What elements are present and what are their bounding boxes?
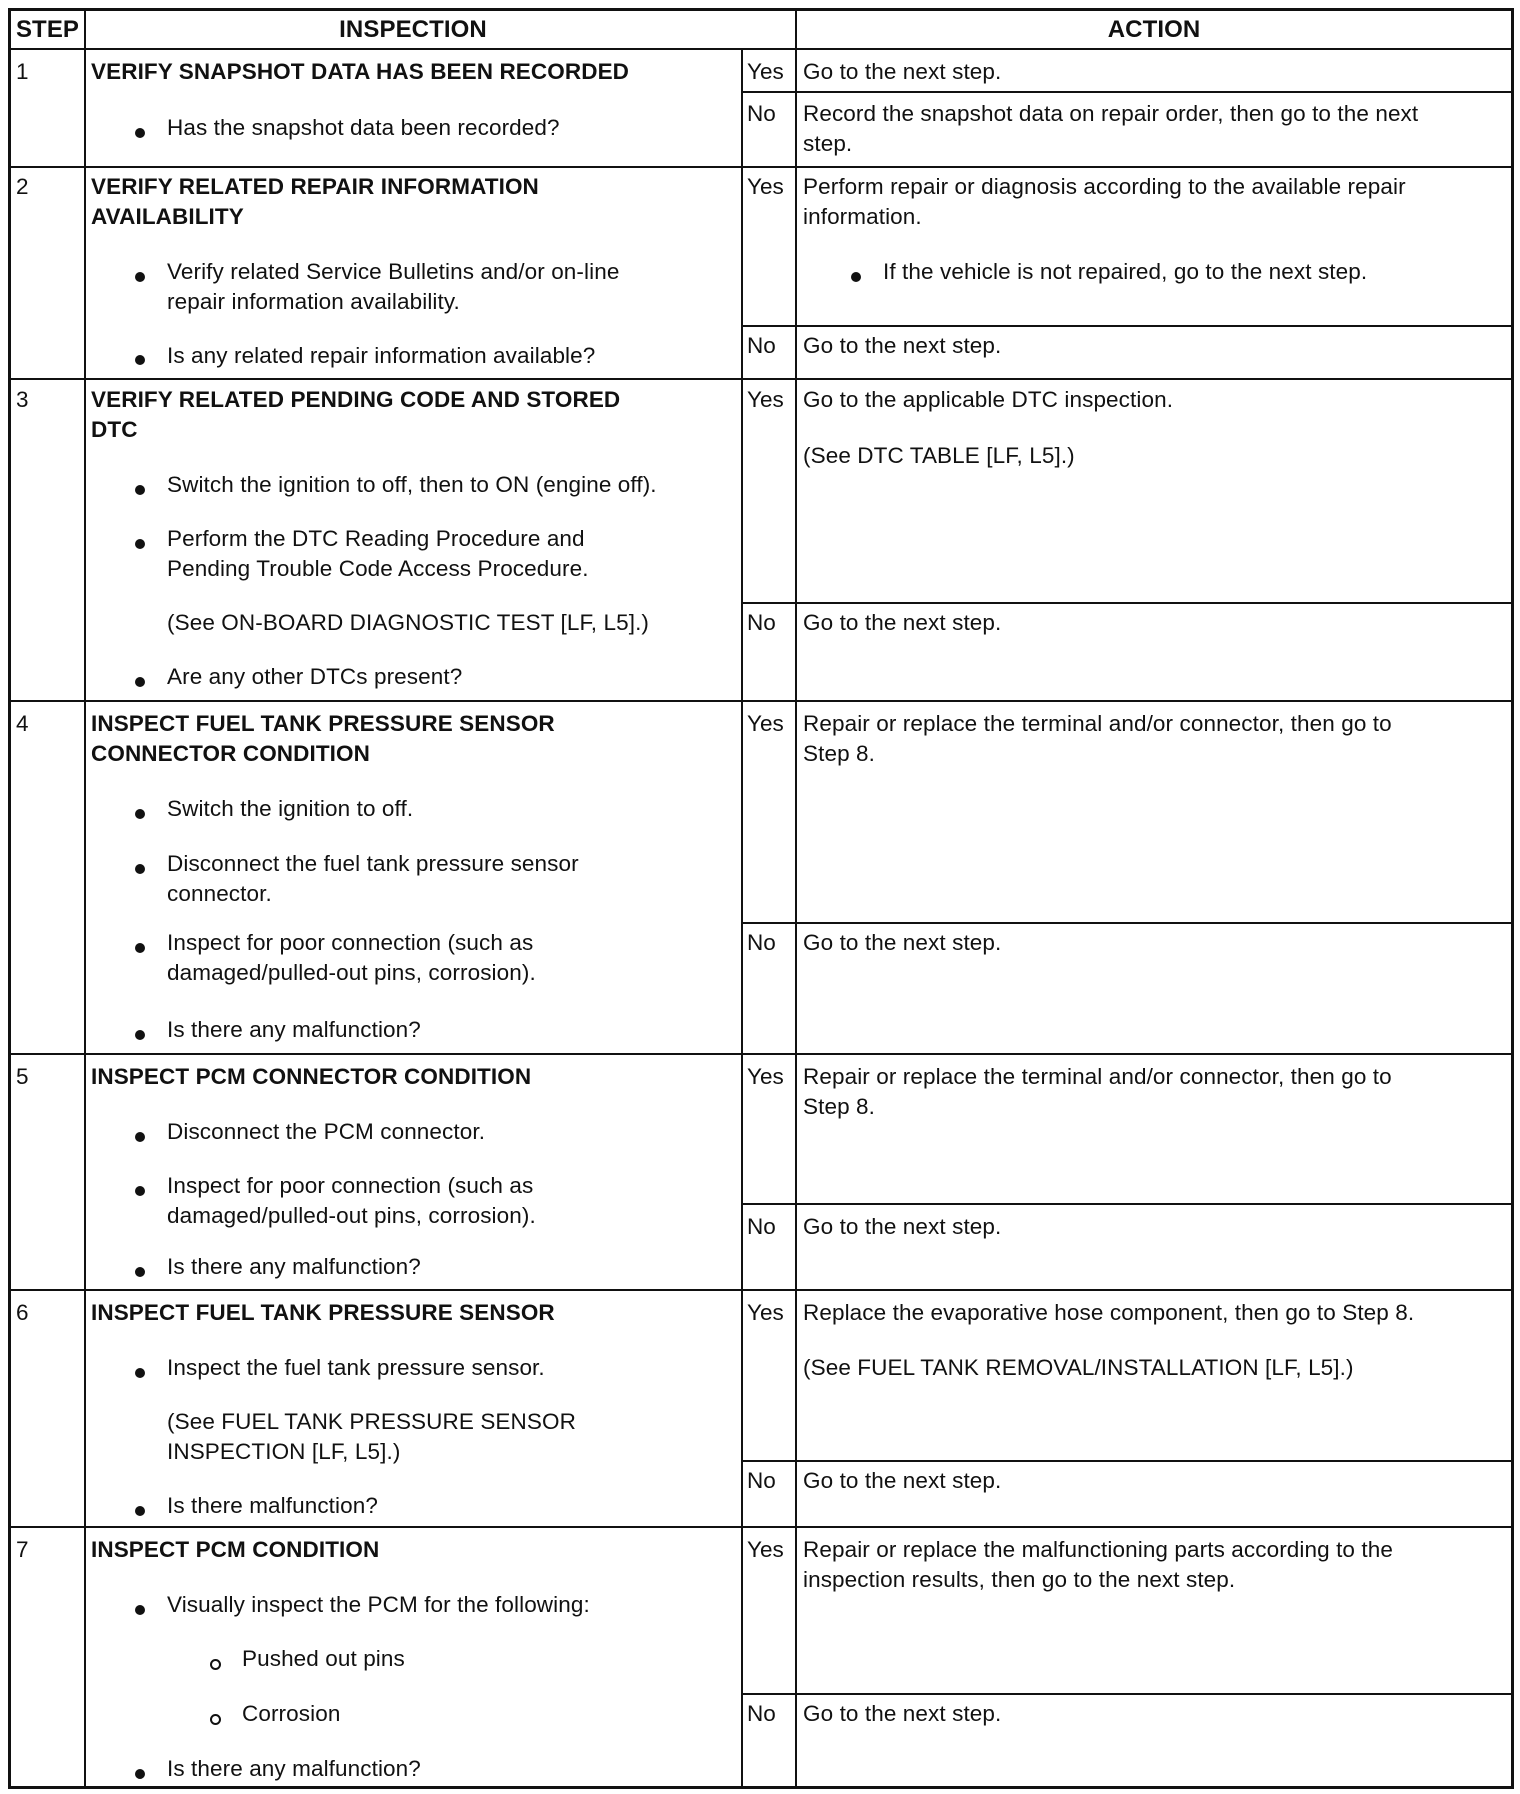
step-number: 5 [16,1064,29,1089]
step-number: 2 [16,174,29,199]
yes-action-reference: (See DTC TABLE [LF, L5].) [803,443,1075,468]
bullet-icon [135,539,145,549]
yes-label: Yes [747,1064,784,1089]
bullet-icon [135,485,145,495]
yes-action-item: If the vehicle is not repaired, go to the next step. [883,259,1368,284]
no-label: No [747,1701,776,1726]
yes-label: Yes [747,59,784,84]
step-title: INSPECT PCM CONNECTOR CONDITION [91,1064,532,1089]
bullet-icon [135,809,145,819]
inspection-item: Is any related repair information available? [167,343,596,368]
inspection-reference: INSPECTION [LF, L5].) [167,1439,401,1464]
no-action: Go to the next step. [803,1701,1002,1726]
yes-action: Go to the next step. [803,59,1002,84]
step-title: VERIFY RELATED REPAIR INFORMATION [91,174,539,199]
inspection-subitem: Pushed out pins [242,1646,405,1671]
bullet-icon [135,1368,145,1378]
inspection-item: Is there any malfunction? [167,1756,421,1781]
no-label: No [747,930,776,955]
inspection-reference: (See ON-BOARD DIAGNOSTIC TEST [LF, L5].) [167,610,650,635]
yes-action: Replace the evaporative hose component, then go to Step 8. [803,1300,1415,1325]
inspection-item: Are any other DTCs present? [167,664,463,689]
inspection-item: connector. [167,881,272,906]
step-title: INSPECT PCM CONDITION [91,1537,380,1562]
yes-action: Repair or replace the malfunctioning parts according to the [803,1537,1393,1562]
bullet-icon [135,1605,145,1615]
bullet-icon [135,1132,145,1142]
inspection-item: Switch the ignition to off. [167,796,414,821]
bullet-icon [135,128,145,138]
inspection-item: Inspect for poor connection (such as [167,1173,534,1198]
bullet-icon [135,1769,145,1779]
yes-label: Yes [747,387,784,412]
no-label: No [747,101,776,126]
step-divider [11,1526,1511,1528]
header-inspection: INSPECTION [339,16,487,43]
yes-no-divider [741,1693,1511,1695]
no-action: Go to the next step. [803,1214,1002,1239]
yes-no-divider [741,602,1511,604]
bullet-icon [135,1506,145,1516]
yes-no-divider [741,922,1511,924]
inspection-item: Perform the DTC Reading Procedure and [167,526,585,551]
diagnostic-table [8,8,1514,1789]
step-number: 3 [16,387,29,412]
bullet-icon [135,272,145,282]
yes-action: information. [803,204,922,229]
inspection-item: Is there malfunction? [167,1493,378,1518]
step-title: AVAILABILITY [91,204,244,229]
inspection-item: Inspect for poor connection (such as [167,930,534,955]
step-divider [11,1289,1511,1291]
inspection-item: Disconnect the PCM connector. [167,1119,486,1144]
inspection-item: Verify related Service Bulletins and/or on-line [167,259,620,284]
hollow-bullet-icon [210,1714,221,1725]
inspection-item: Pending Trouble Code Access Procedure. [167,556,589,581]
inspection-item: Is there any malfunction? [167,1254,421,1279]
no-label: No [747,1214,776,1239]
yes-action: inspection results, then go to the next step. [803,1567,1236,1592]
yes-no-divider [741,91,1511,93]
no-label: No [747,610,776,635]
no-action: Go to the next step. [803,610,1002,635]
inspection-item: damaged/pulled-out pins, corrosion). [167,960,536,985]
yes-action: Repair or replace the terminal and/or connector, then go to [803,711,1392,736]
inspection-item: Disconnect the fuel tank pressure sensor [167,851,579,876]
step-number: 7 [16,1537,29,1562]
step-number: 6 [16,1300,29,1325]
bullet-icon [851,272,861,282]
yes-label: Yes [747,1300,784,1325]
yes-label: Yes [747,174,784,199]
yes-no-divider [741,1203,1511,1205]
inspection-reference: (See FUEL TANK PRESSURE SENSOR [167,1409,576,1434]
col-divider-step [84,11,86,1786]
step-title: VERIFY SNAPSHOT DATA HAS BEEN RECORDED [91,59,630,84]
bullet-icon [135,1267,145,1277]
bullet-icon [135,677,145,687]
yes-action: Step 8. [803,741,876,766]
step-number: 4 [16,711,29,736]
bullet-icon [135,864,145,874]
step-title: INSPECT FUEL TANK PRESSURE SENSOR [91,711,555,736]
inspection-item: Visually inspect the PCM for the following: [167,1592,590,1617]
inspection-item: Switch the ignition to off, then to ON (engine off). [167,472,657,497]
step-divider [11,378,1511,380]
yes-action: Go to the applicable DTC inspection. [803,387,1174,412]
no-label: No [747,1468,776,1493]
no-action: Go to the next step. [803,930,1002,955]
header-step: STEP [15,16,80,43]
no-label: No [747,333,776,358]
yes-label: Yes [747,1537,784,1562]
header-action: ACTION [1107,16,1201,43]
inspection-item: repair information availability. [167,289,460,314]
yes-no-divider [741,325,1511,327]
yes-label: Yes [747,711,784,736]
step-title: CONNECTOR CONDITION [91,741,370,766]
yes-action-reference: (See FUEL TANK REMOVAL/INSTALLATION [LF, L5].) [803,1355,1354,1380]
yes-action: Perform repair or diagnosis according to the available repair [803,174,1406,199]
inspection-item: damaged/pulled-out pins, corrosion). [167,1203,536,1228]
step-divider [11,166,1511,168]
bullet-icon [135,943,145,953]
header-rule [11,48,1511,50]
step-title: VERIFY RELATED PENDING CODE AND STORED [91,387,621,412]
yes-action: Repair or replace the terminal and/or connector, then go to [803,1064,1392,1089]
yes-no-divider [741,1460,1511,1462]
step-divider [11,700,1511,702]
col-divider-action [795,11,797,1786]
no-action: Go to the next step. [803,333,1002,358]
hollow-bullet-icon [210,1659,221,1670]
inspection-item: Inspect the fuel tank pressure sensor. [167,1355,545,1380]
step-title: DTC [91,417,138,442]
bullet-icon [135,355,145,365]
bullet-icon [135,1186,145,1196]
no-action: Go to the next step. [803,1468,1002,1493]
step-title: INSPECT FUEL TANK PRESSURE SENSOR [91,1300,555,1325]
step-divider [11,1053,1511,1055]
inspection-item: Is there any malfunction? [167,1017,421,1042]
no-action: step. [803,131,853,156]
yes-action: Step 8. [803,1094,876,1119]
no-action: Record the snapshot data on repair order, then go to the next [803,101,1419,126]
inspection-subitem: Corrosion [242,1701,341,1726]
bullet-icon [135,1030,145,1040]
inspection-item: Has the snapshot data been recorded? [167,115,560,140]
step-number: 1 [16,59,29,84]
